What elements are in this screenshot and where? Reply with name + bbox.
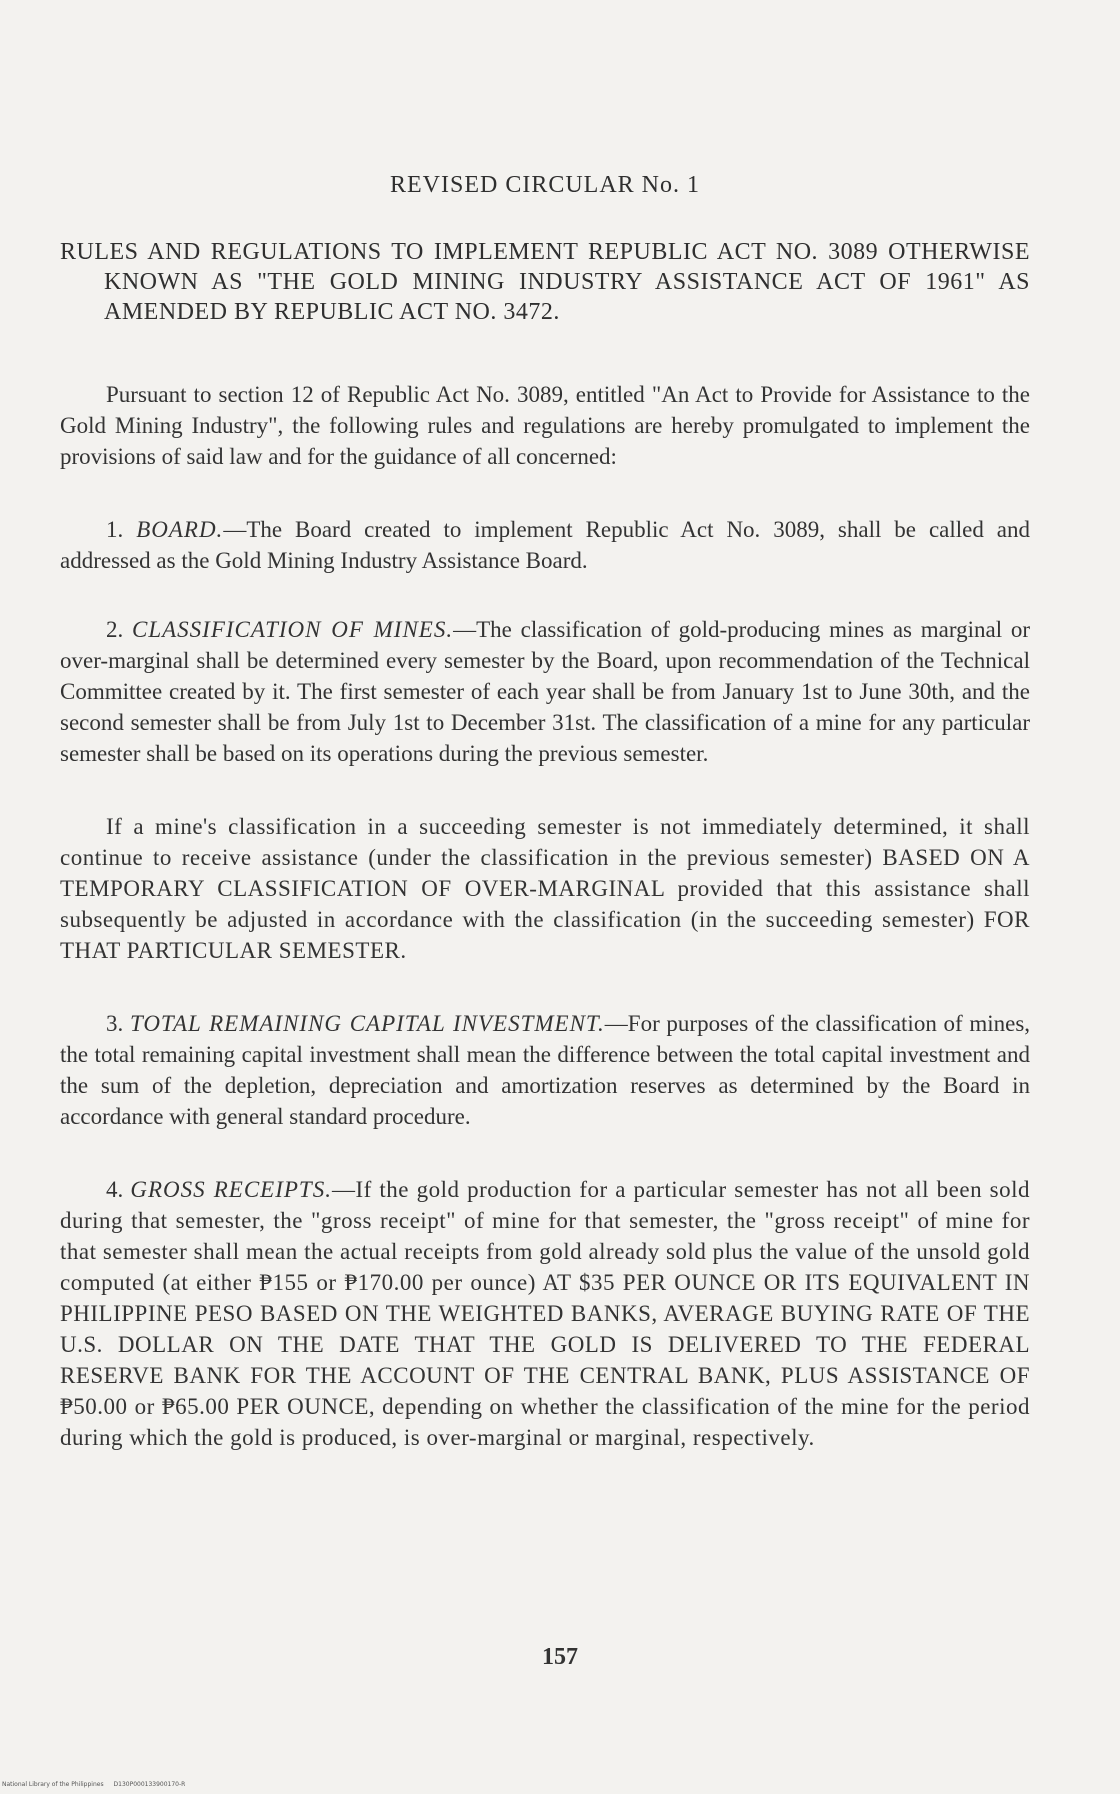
section-classification: [60, 614, 1030, 769]
section-text: —The classification of gold-producing mines as marginal or over-marginal shall be determined every semester by the Board, upon recommendation of the Technical Committee created by it. The first semester of each year shall be from January 1st to June 30th, and the second semester shall be from July 1st to December 31st. The classification of a mine for any particular semester shall be based on its operations during the previous semester.: [60, 617, 1030, 766]
footer-meta: [2, 1781, 193, 1788]
section-text: If a mine's classification in a succeeding semester is not immediately determined, it shall continue to receive assistance (under the classification in the previous semester) BASED ON A TEMPORARY CLASSIFICATION OF OVER-MARGINAL provided that this assistance shall subsequently be adjusted in accordance with the classification (in the succeeding semester) FOR THAT PARTICULAR SEMESTER.: [60, 814, 1030, 963]
section-text: —If the gold production for a particular semester has not all been sold during that semester, the "gross receipt" of mine for that semester, the "gross receipt" of mine for that semester shall mean the actual receipts from gold already sold plus the value of the unsold gold computed (at either ₱155 or ₱170.00 per ounce) AT $35 PER OUNCE OR ITS EQUIVALENT IN PHILIPPINE PESO BASED ON THE WEIGHTED BANKS, AVERAGE BUYING RATE OF THE U.S. DOLLAR ON THE DATE THAT THE GOLD IS DELIVERED TO THE FEDERAL RESERVE BANK FOR THE ACCOUNT OF THE CENTRAL BANK, PLUS ASSISTANCE OF ₱50.00 or ₱65.00 PER OUNCE, depending on whether the classification of the mine for the period during which the gold is produced, is over-marginal or marginal, respectively.: [60, 1177, 1031, 1450]
footer-source: National Library of the Philippines: [2, 1781, 104, 1788]
circular-title: REVISED CIRCULAR No. 1: [389, 172, 700, 198]
section-gross-receipts: [60, 1174, 1030, 1453]
section-classification-continued: [60, 811, 1030, 966]
section-heading: CLASSIFICATION OF MINES.: [132, 617, 454, 642]
document-body: [60, 170, 1030, 1495]
section-text: —For purposes of the classification of mines, the total remaining capital investment shall mean the difference between the total capital investment and the sum of the depletion, depreciation and amortization reserves as determined by the Board in accordance with general standard procedure.: [60, 1011, 1031, 1129]
section-text: —The Board created to implement Republic Act No. 3089, shall be called and addressed as the Gold Mining Industry Assistance Board.: [60, 517, 1030, 573]
section-heading: TOTAL REMAINING CAPITAL INVESTMENT.: [129, 1011, 605, 1036]
section-number: 4.: [106, 1177, 124, 1202]
intro-paragraph: Pursuant to section 12 of Republic Act No. 3089, entitled "An Act to Provide for Assistance to the Gold Mining Industry", the following rules and regulations are hereby promulgated to implement the provisions of said law and for the guidance of all concerned:: [60, 382, 1030, 469]
section-board: [60, 514, 1030, 576]
section-capital-investment: [60, 1008, 1030, 1132]
section-number: 2.: [106, 617, 124, 642]
page-number: 157: [542, 1644, 578, 1670]
footer-code: D130P000133900170-R: [113, 1781, 186, 1788]
section-number: 1.: [106, 517, 124, 542]
section-heading: BOARD.: [136, 517, 224, 542]
main-title: RULES AND REGULATIONS TO IMPLEMENT REPUBLIC ACT NO. 3089 OTHERWISE KNOWN AS "THE GOLD MINING INDUSTRY ASSISTANCE ACT OF 1961" AS AMENDED BY REPUBLIC ACT NO. 3472.: [60, 239, 1030, 325]
section-number: 3.: [106, 1011, 124, 1036]
section-heading: GROSS RECEIPTS.: [130, 1177, 332, 1202]
